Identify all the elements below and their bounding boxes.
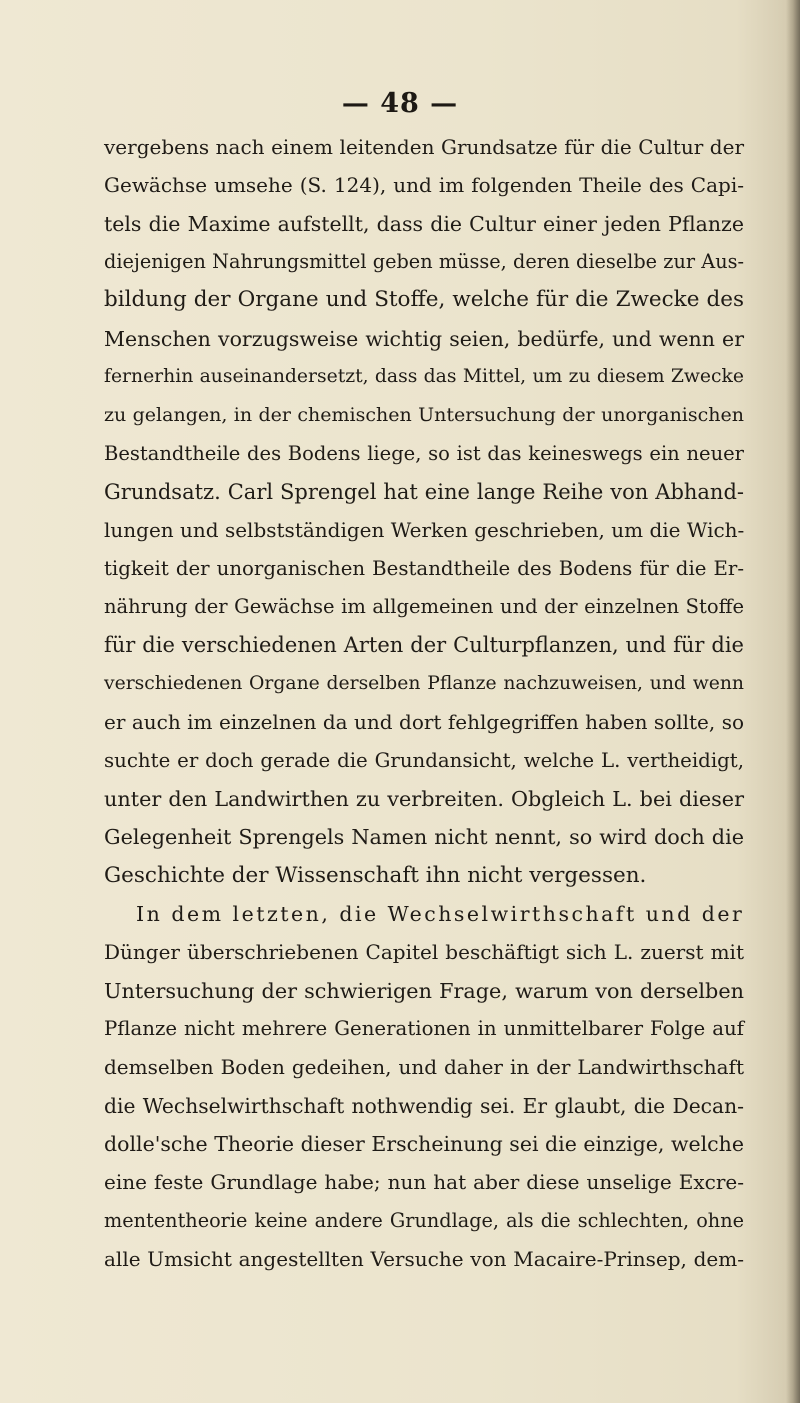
text-line: Pflanze nicht mehrere Generationen in unmittelbarer Folge auf: [104, 1016, 744, 1040]
text-line: suchte er doch gerade die Grundansicht, welche L. vertheidigt,: [104, 748, 744, 772]
text-line: bildung der Organe und Stoffe, welche für die Zwecke des: [104, 287, 744, 313]
text-line: er auch im einzelnen da und dort fehlgegriffen haben sollte, so: [104, 710, 744, 735]
text-line: lungen und selbstständigen Werken geschrieben, um die Wich-: [104, 518, 745, 543]
page-number: — 48 —: [341, 88, 459, 119]
text-line: Bestandtheile des Bodens liege, so ist das keineswegs ein neuer: [104, 441, 744, 465]
text-line: Menschen vorzugsweise wichtig seien, bedürfe, und wenn er: [104, 326, 744, 351]
text-line: Untersuchung der schwierigen Frage, warum von derselben: [104, 978, 744, 1003]
text-line: Gelegenheit Sprengels Namen nicht nennt, so wird doch die: [104, 825, 744, 850]
text-line: demselben Boden gedeihen, und daher in der Landwirthschaft: [104, 1055, 744, 1080]
binding-shadow: [786, 0, 800, 1403]
text-line: vergebens nach einem leitenden Grundsatze für die Cultur der: [104, 135, 744, 159]
text-line: Dünger überschriebenen Capitel beschäftigt sich L. zuerst mit: [104, 940, 744, 965]
body-text: [104, 128, 744, 1278]
text-line: dolle'sche Theorie dieser Erscheinung sei die einzige, welche: [104, 1131, 744, 1156]
text-line: die Wechselwirthschaft nothwendig sei. Er glaubt, die Decan-: [104, 1093, 744, 1118]
text-line: diejenigen Nahrungsmittel geben müsse, deren dieselbe zur Aus-: [104, 250, 744, 274]
text-line: Grundsatz. Carl Sprengel hat eine lange Reihe von Abhand-: [104, 480, 744, 505]
text-line: für die verschiedenen Arten der Culturpflanzen, und für die: [104, 633, 744, 658]
text-line: fernerhin auseinandersetzt, dass das Mittel, um zu diesem Zwecke: [104, 366, 744, 388]
paragraph-start-line: In dem letzten, die Wechselwirthschaft und der: [136, 901, 745, 926]
text-line: eine feste Grundlage habe; nun hat aber diese unselige Excre-: [104, 1170, 744, 1195]
text-line: alle Umsicht angestellten Versuche von Macaire-Prinsep, dem-: [104, 1246, 744, 1271]
text-line: unter den Landwirthen zu verbreiten. Obgleich L. bei dieser: [104, 786, 744, 811]
text-line: mententheorie keine andere Grundlage, als die schlechten, ohne: [104, 1208, 744, 1232]
paragraph-end-line: Geschichte der Wissenschaft ihn nicht vergessen.: [104, 862, 647, 888]
text-line: zu gelangen, in der chemischen Untersuchung der unorganischen: [104, 404, 744, 427]
text-line: tels die Maxime aufstellt, dass die Cultur einer jeden Pflanze: [104, 211, 744, 236]
text-line: nährung der Gewächse im allgemeinen und der einzelnen Stoffe: [104, 595, 744, 619]
text-line: tigkeit der unorganischen Bestandtheile des Bodens für die Er-: [104, 556, 744, 580]
text-line: Gewächse umsehe (S. 124), und im folgenden Theile des Capi-: [104, 173, 744, 198]
text-line: verschiedenen Organe derselben Pflanze nachzuweisen, und wenn: [104, 672, 744, 694]
